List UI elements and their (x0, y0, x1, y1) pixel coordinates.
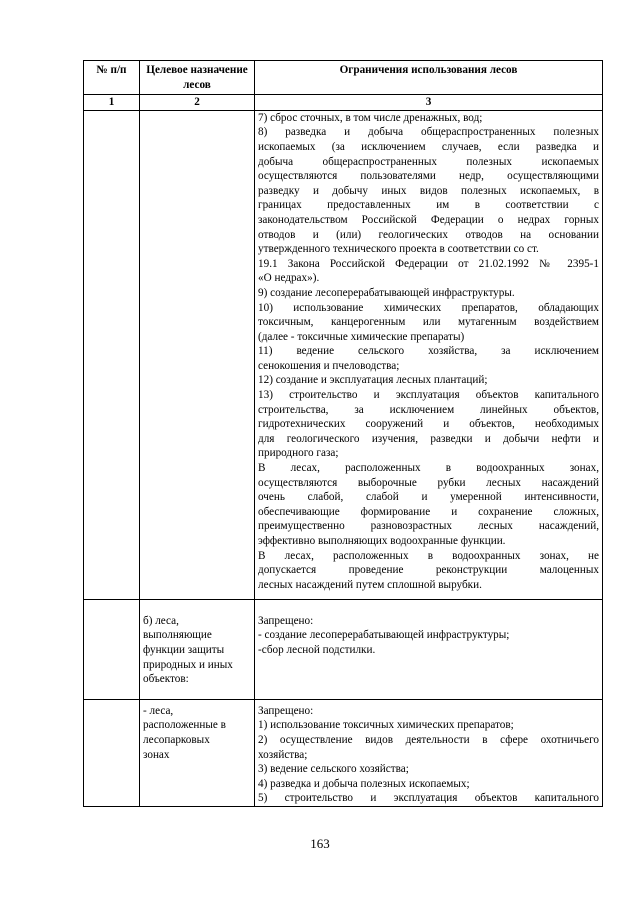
text-line: 2) осуществление видов деятельности в сфере охотничьего (258, 733, 599, 746)
text-line: 19.1 Закона Российской Федерации от 21.02.1992 № 2395-1 (258, 257, 599, 270)
col-number-2: 2 (140, 95, 255, 111)
text-line: б) леса, (143, 614, 179, 627)
text-line: 5) строительство и эксплуатация объектов капитального (258, 792, 599, 805)
text-line: 10) использование химических препаратов, обладающих (258, 301, 599, 314)
row2-restrictions-cell (255, 599, 603, 699)
col-number-1: 1 (84, 95, 140, 111)
row2-purpose-text (143, 614, 251, 687)
text-line: отводов и (или) геологических отводов на основании (258, 228, 599, 241)
text-line: (далее - токсичные химические препараты) (258, 330, 465, 343)
page-number: 163 (310, 836, 330, 851)
text-line: ископаемых (за исключением случаев, если разведка и (258, 140, 599, 153)
text-line: 4) разведка и добыча полезных ископаемых; (258, 777, 470, 790)
text-line: границах предоставленных им в соответствии с (258, 199, 599, 212)
text-line: добыча общераспространенных полезных ископаемых (258, 155, 599, 168)
table-row (84, 699, 603, 806)
table-row (84, 110, 603, 599)
text-line: законодательством Российской Федерации о недрах горных (258, 213, 599, 226)
forest-restrictions-table (83, 60, 603, 807)
text-line: природных и иных (143, 658, 233, 671)
text-line: В лесах, расположенных в водоохранных зонах, не (258, 549, 599, 562)
row2-restrictions-text (258, 614, 599, 658)
text-line: строительства, за исключением линейных объектов, (258, 403, 599, 416)
text-line: Запрещено: (258, 704, 314, 717)
text-line: эффективно выполняющих водоохранные функции. (258, 535, 506, 547)
row3-number-cell (84, 699, 140, 806)
row1-restrictions-cell (255, 110, 603, 599)
text-line: природного газа; (258, 447, 339, 460)
row3-purpose-text (143, 704, 251, 762)
text-line: хозяйства; (258, 748, 308, 761)
text-line: 3) ведение сельского хозяйства; (258, 763, 409, 776)
header-purpose: Целевое назначение лесов (140, 61, 255, 95)
text-line: 13) строительство и эксплуатация объектов капитального (258, 389, 599, 402)
header-number: № п/п (84, 61, 140, 95)
row2-purpose-cell (140, 599, 255, 699)
row1-purpose-cell (140, 110, 255, 599)
text-line: осуществляются выборочные рубки лесных насаждений (258, 476, 599, 489)
text-line: расположенные в (143, 719, 226, 732)
text-line: допускается проведение реконструкции малоценных (258, 564, 599, 577)
header-restrictions: Ограничения использования лесов (255, 61, 603, 95)
text-line: осуществляются пользователями недр, осуществляющими (258, 170, 599, 183)
text-line: - леса, (143, 704, 174, 717)
text-line: 11) ведение сельского хозяйства, за исключением (258, 345, 599, 358)
row3-purpose-cell (140, 699, 255, 806)
header-row (84, 61, 603, 95)
text-line: объектов: (143, 673, 189, 686)
text-line: преимущественно разновозрастных лесных насаждений, (258, 520, 599, 533)
col-number-3: 3 (255, 95, 603, 111)
text-line: 7) сброс сточных, в том числе дренажных, вод; (258, 111, 483, 124)
numbering-row (84, 95, 603, 111)
text-line: 8) разведка и добыча общераспространенных полезных (258, 126, 599, 139)
text-line: -сбор лесной подстилки. (258, 643, 376, 656)
row3-restrictions-cell (255, 699, 603, 806)
row1-restrictions-text (258, 111, 599, 593)
text-line: лесопарковых (143, 733, 210, 746)
text-line: разведку и добычу иных видов полезных ископаемых, в (258, 184, 599, 197)
row2-number-cell (84, 599, 140, 699)
text-line: В лесах, расположенных в водоохранных зонах, (258, 462, 599, 475)
text-line: функции защиты (143, 643, 225, 656)
row3-restrictions-text (258, 704, 599, 806)
text-line: 12) создание и эксплуатация лесных плантаций; (258, 374, 488, 387)
text-line: токсичным, канцерогенным или мутагенным воздействием (258, 316, 599, 329)
text-line: лесных насаждений путем сплошной вырубки. (258, 578, 482, 591)
text-line: 9) создание лесоперерабатывающей инфраструктуры. (258, 286, 515, 299)
text-line: гидротехнических сооружений и объектов, необходимых (258, 418, 599, 431)
text-line: очень слабой, слабой и умеренной интенсивности, (258, 491, 599, 504)
table-row (84, 599, 603, 699)
text-line: выполняющие (143, 629, 212, 642)
text-line: - создание лесоперерабатывающей инфраструктуры; (258, 629, 510, 642)
text-line: Запрещено: (258, 614, 314, 627)
text-line: сенокошения и пчеловодства; (258, 359, 400, 372)
text-line: обеспечивающие формирование и сохранение сложных, (258, 505, 599, 518)
text-line: 1) использование токсичных химических препаратов; (258, 719, 514, 732)
text-line: утвержденного технического проекта в соответствии со ст. (258, 243, 539, 256)
text-line: зонах (143, 748, 170, 761)
text-line: «О недрах»). (258, 272, 320, 285)
text-line: для геологического изучения, разведки и добычи нефти и (258, 432, 599, 445)
row1-number-cell (84, 110, 140, 599)
